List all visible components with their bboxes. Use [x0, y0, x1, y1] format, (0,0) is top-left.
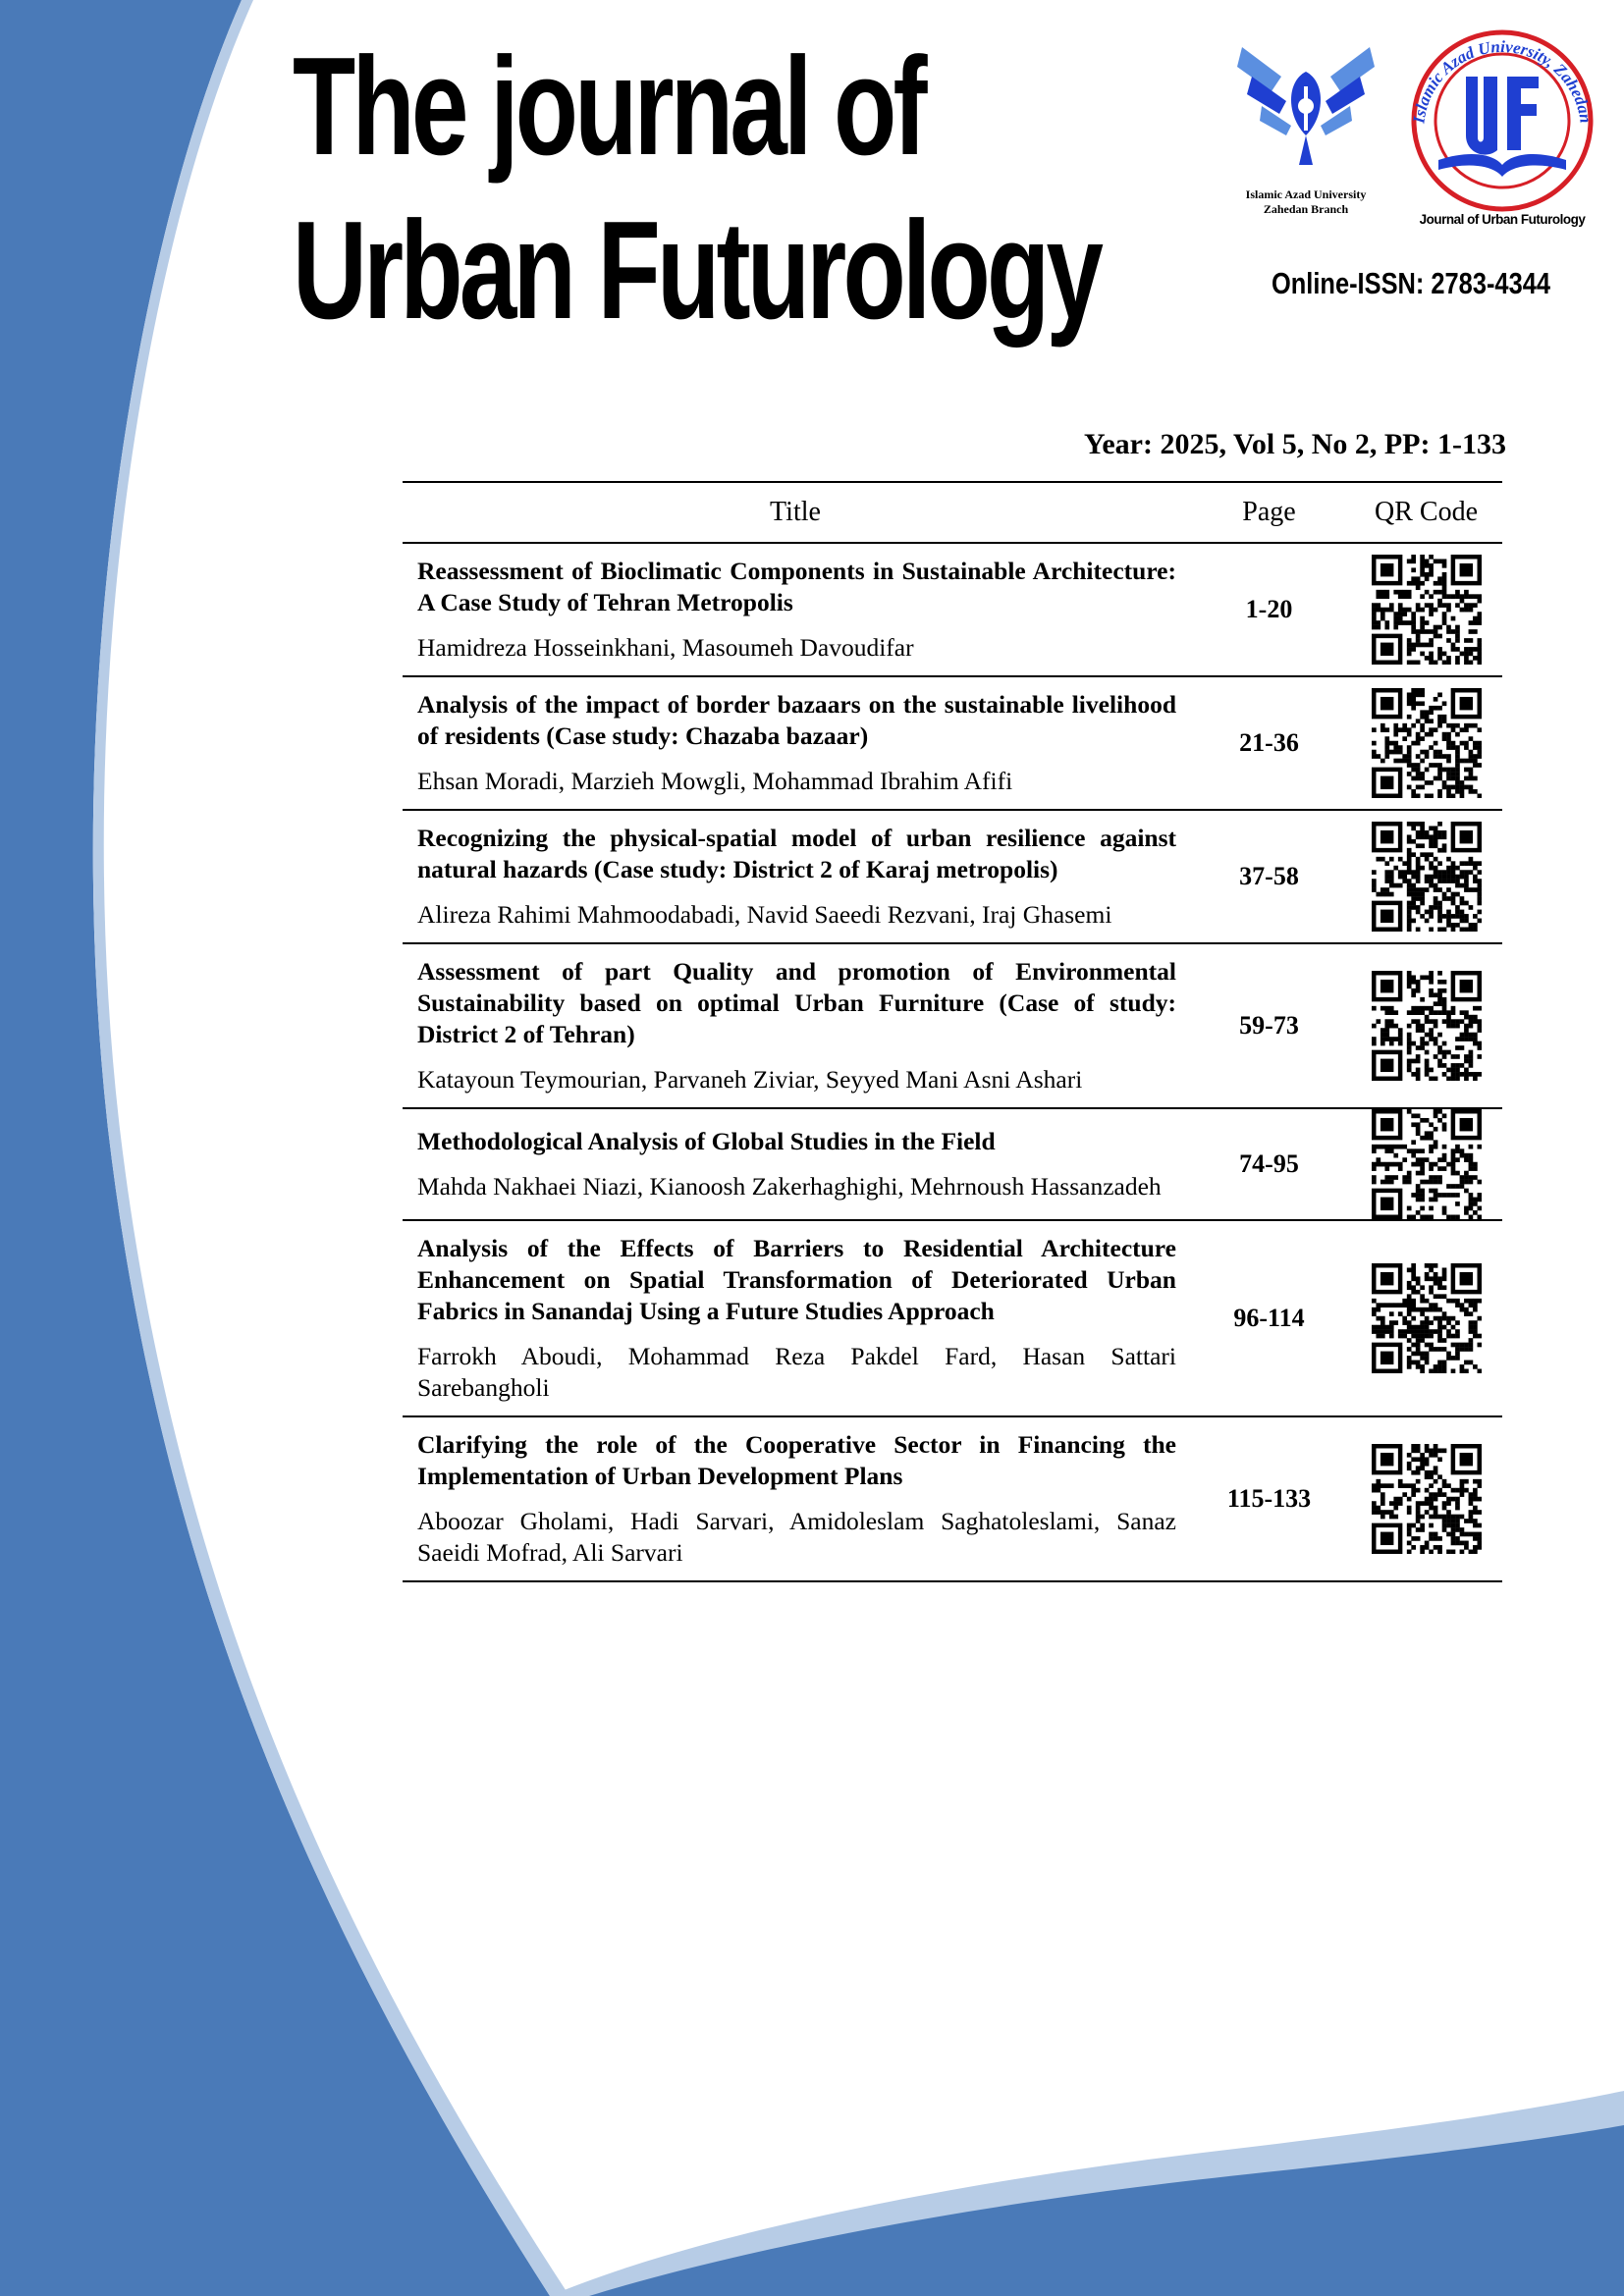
contents-table — [403, 481, 1502, 1582]
article-authors: Farrokh Aboudi, Mohammad Reza Pakdel Fard, Hasan Sattari Sarebangholi — [417, 1342, 1176, 1402]
university-emblem-logo — [1232, 37, 1380, 175]
article-row — [403, 1416, 1502, 1581]
article-cell — [403, 676, 1188, 810]
article-qr-code[interactable] — [1350, 543, 1502, 676]
article-authors: Alireza Rahimi Mahmoodabadi, Navid Saeedi Rezvani, Iraj Ghasemi — [417, 900, 1112, 929]
university-emblem-caption: Islamic Azad University Zahedan Branch — [1245, 187, 1367, 216]
article-pages: 74-95 — [1188, 1108, 1350, 1220]
article-cell — [403, 543, 1188, 676]
article-title[interactable]: Analysis of the impact of border bazaars on the sustainable livelihood of residents (Case study: Chazaba bazaar) — [417, 690, 1176, 750]
article-title[interactable]: Clarifying the role of the Cooperative Sector in Financing the Implementation of Urban Development Plans — [417, 1430, 1176, 1490]
article-pages: 1-20 — [1188, 543, 1350, 676]
article-cell — [403, 1220, 1188, 1416]
article-qr-code[interactable] — [1350, 810, 1502, 943]
article-qr-code[interactable] — [1350, 1108, 1502, 1220]
article-cell — [403, 810, 1188, 943]
article-title[interactable]: Assessment of part Quality and promotion of Environmental Sustainability based on optimal Urban Furniture (Case of study: District 2 of Tehran) — [417, 957, 1176, 1048]
article-pages: 59-73 — [1188, 943, 1350, 1108]
article-pages: 115-133 — [1188, 1416, 1350, 1581]
article-authors: Hamidreza Hosseinkhani, Masoumeh Davoudifar — [417, 633, 914, 662]
article-authors: Mahda Nakhaei Niazi, Kianoosh Zakerhaghighi, Mehrnoush Hassanzadeh — [417, 1172, 1162, 1201]
article-row — [403, 943, 1502, 1108]
article-authors: Ehsan Moradi, Marzieh Mowgli, Mohammad Ibrahim Afifi — [417, 767, 1013, 795]
journal-title-line2: Urban Futurology — [293, 192, 1101, 348]
article-pages: 37-58 — [1188, 810, 1350, 943]
article-cell — [403, 943, 1188, 1108]
qr-code-icon[interactable] — [1372, 555, 1482, 665]
article-qr-code[interactable] — [1350, 676, 1502, 810]
header-page: Page — [1242, 497, 1296, 527]
qr-code-icon[interactable] — [1372, 822, 1482, 932]
contents-header-row — [403, 482, 1502, 543]
issue-info: Year: 2025, Vol 5, No 2, PP: 1-133 — [1084, 428, 1506, 460]
article-cell — [403, 1108, 1188, 1220]
article-title[interactable]: Reassessment of Bioclimatic Components in Sustainable Architecture: A Case Study of Tehran Metropolis — [417, 557, 1176, 616]
article-pages: 21-36 — [1188, 676, 1350, 810]
article-authors: Aboozar Gholami, Hadi Sarvari, Amidoleslam Saghatoleslami, Sanaz Saeidi Mofrad, Ali Sarvari — [417, 1507, 1176, 1567]
bottom-blue-swoosh — [589, 2125, 1624, 2296]
article-row — [403, 1220, 1502, 1416]
header-title: Title — [770, 497, 821, 527]
journal-title-line1: The journal of — [293, 28, 924, 185]
article-cell — [403, 1416, 1188, 1581]
article-qr-code[interactable] — [1350, 943, 1502, 1108]
qr-code-icon[interactable] — [1372, 688, 1482, 798]
article-row — [403, 810, 1502, 943]
qr-code-icon[interactable] — [1372, 1444, 1482, 1554]
article-title[interactable]: Recognizing the physical-spatial model of urban resilience against natural hazards (Case study: District 2 of Karaj metropolis) — [417, 824, 1176, 883]
qr-code-icon[interactable] — [1372, 971, 1482, 1081]
journal-logo — [1399, 27, 1605, 214]
article-row — [403, 543, 1502, 676]
article-pages: 96-114 — [1188, 1220, 1350, 1416]
article-row — [403, 1108, 1502, 1220]
article-authors: Katayoun Teymourian, Parvaneh Ziviar, Seyyed Mani Asni Ashari — [417, 1065, 1083, 1094]
svg-text:Islamic Azad University, Zahed: Islamic Azad University, Zahedan — [1409, 36, 1596, 125]
article-title[interactable]: Methodological Analysis of Global Studies in the Field — [417, 1127, 996, 1155]
qr-code-icon[interactable] — [1372, 1109, 1482, 1219]
article-row — [403, 676, 1502, 810]
journal-logo-caption: Journal of Urban Futurology — [1419, 212, 1586, 227]
header-qr-code: QR Code — [1375, 497, 1478, 527]
online-issn: Online-ISSN: 2783-4344 — [1272, 266, 1550, 300]
article-qr-code[interactable] — [1350, 1416, 1502, 1581]
article-title[interactable]: Analysis of the Effects of Barriers to Residential Architecture Enhancement on Spatial Transformation of Deteriorated Urban Fabrics in Sanandaj Using a Future Studies Approach — [417, 1234, 1176, 1325]
article-qr-code[interactable] — [1350, 1220, 1502, 1416]
qr-code-icon[interactable] — [1372, 1263, 1482, 1373]
